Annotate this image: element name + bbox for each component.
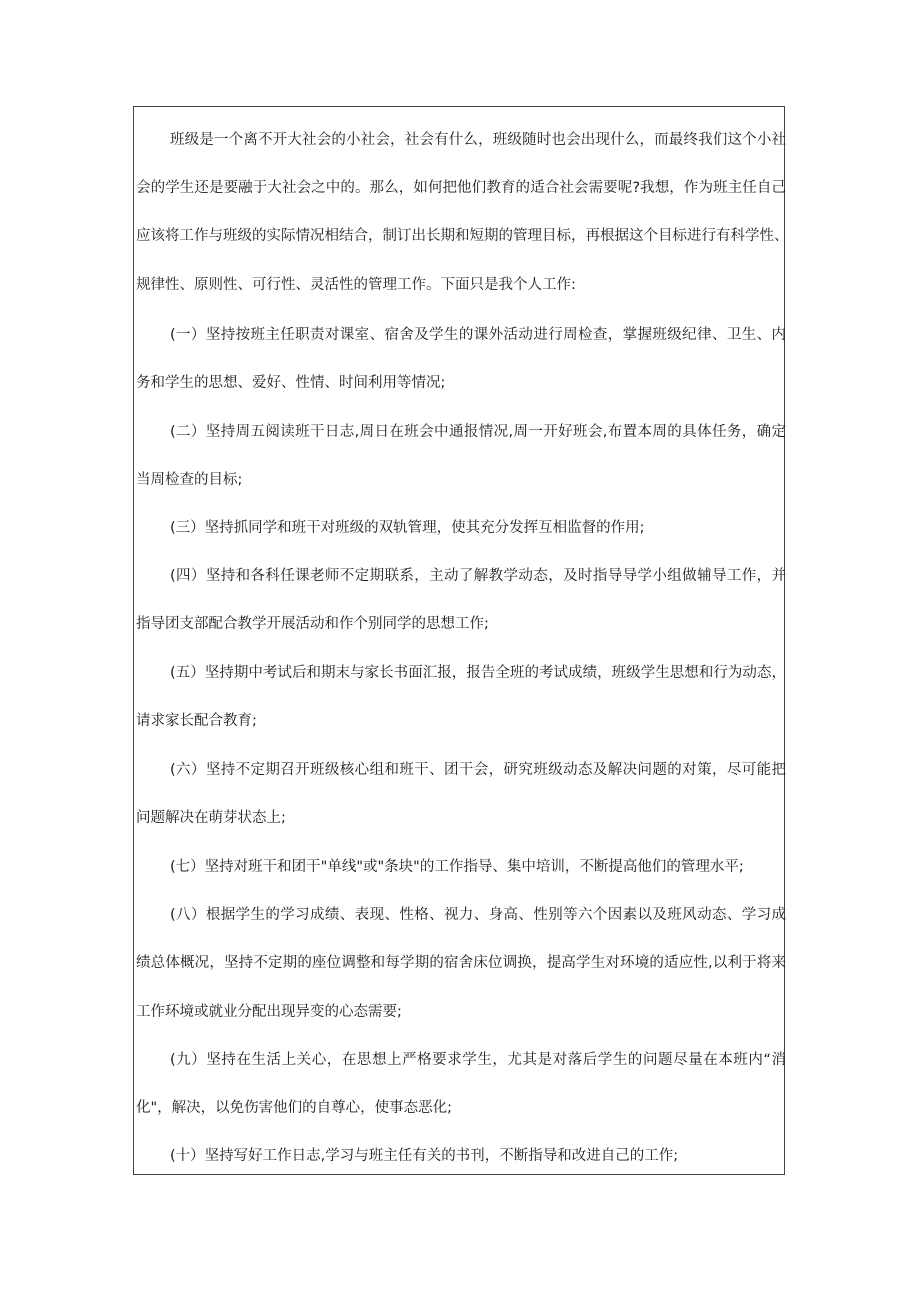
item-2-line-1: (二）坚持周五阅读班干日志,周日在班会中通报情况,周一开好班会,布置本周的具体任务，确定 xyxy=(170,424,786,440)
item-5-line-2: 请求家长配合教育; xyxy=(136,713,257,729)
paragraph-intro-line-4: 规律性、原则性、可行性、灵活性的管理工作。下面只是我个人工作: xyxy=(136,277,576,293)
item-4-line-1: (四）坚持和各科任课老师不定期联系，主动了解教学动态，及时指导导学小组做辅导工作，并 xyxy=(170,568,786,584)
item-7-line-1: (七）坚持对班干和团干"单线"或"条块"的工作指导、集中培训，不断提高他们的管理水平; xyxy=(170,859,744,875)
item-6-line-2: 问题解决在萌芽状态上; xyxy=(136,810,286,826)
item-8-line-2: 绩总体概况，坚持不定期的座位调整和每学期的宿舍床位调换，提高学生对环境的适应性,以利于将来 xyxy=(136,955,786,971)
item-8-line-1: (八）根据学生的学习成绩、表现、性格、视力、身高、性别等六个因素以及班风动态、学习成 xyxy=(170,907,786,923)
paragraph-intro-line-2: 会的学生还是要融于大社会之中的。那么，如何把他们教育的适合社会需要呢?我想，作为班主任自己 xyxy=(136,180,786,196)
item-8-line-3: 工作环境或就业分配出现异变的心态需要; xyxy=(136,1004,402,1020)
item-6-line-1: (六）坚持不定期召开班级核心组和班干、团干会，研究班级动态及解决问题的对策，尽可能把 xyxy=(170,762,786,778)
item-1-line-2: 务和学生的思想、爱好、性情、时间利用等情况; xyxy=(136,375,446,391)
item-5-line-1: (五）坚持期中考试后和期末与家长书面汇报，报告全班的考试成绩，班级学生思想和行为动态， xyxy=(170,665,786,681)
item-9-line-2: 化"，解决，以免伤害他们的自尊心，使事态恶化; xyxy=(136,1100,453,1116)
paragraph-intro-line-1: 班级是一个离不开大社会的小社会，社会有什么，班级随时也会出现什么，而最终我们这个小社 xyxy=(170,132,786,148)
item-4-line-2: 指导团支部配合教学开展活动和作个别同学的思想工作; xyxy=(136,616,489,632)
item-1-line-1: (一）坚持按班主任职责对课室、宿舍及学生的课外活动进行周检查，掌握班级纪律、卫生、内 xyxy=(170,327,786,343)
item-9-line-1: (九）坚持在生活上关心，在思想上严格要求学生，尤其是对落后学生的问题尽量在本班内“消 xyxy=(170,1052,786,1068)
item-2-line-2: 当周检查的目标; xyxy=(136,472,243,488)
paragraph-intro-line-3: 应该将工作与班级的实际情况相结合，制订出长期和短期的管理目标，再根据这个目标进行有科学性、 xyxy=(136,228,789,244)
item-10-line-1: (十）坚持写好工作日志,学习与班主任有关的书刊，不断指导和改进自己的工作; xyxy=(170,1148,679,1164)
item-3-line-1: (三）坚持抓同学和班干对班级的双轨管理，使其充分发挥互相监督的作用; xyxy=(170,520,645,536)
